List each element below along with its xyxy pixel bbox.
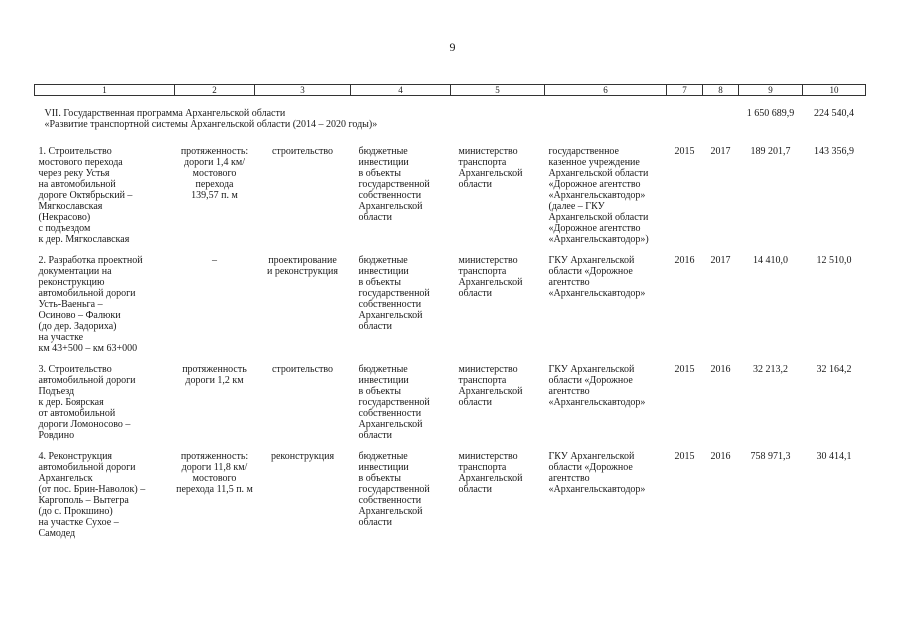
ministry: министерство транспорта Архангельской области (458, 255, 523, 299)
customer: государственное казенное учреждение Архангельской области «Дорожное агентство «Архангельскавтодор» (далее – ГКУ Архангельской области «Дорожное агентство «Архангельскавтодор») (548, 146, 649, 245)
section-row (35, 96, 866, 137)
start-year: 2016 (674, 255, 695, 266)
object-name: 4. Реконструкция автомобильной дороги Архангельск (от пос. Брин-Наволок) – Каргополь – Вытегра (до с. Прокшино) на участке Сухое – Самодед (38, 451, 146, 539)
end-year: 2017 (710, 146, 731, 157)
investment-form: бюджетные инвестиции в объекты государственной собственности Архангельской области (358, 451, 430, 528)
header-cell: 3 (255, 85, 351, 96)
header-cell: 10 (803, 85, 866, 96)
start-year: 2015 (674, 451, 695, 462)
object-name: 2. Разработка проектной документации на реконструкцию автомобильной дороги Усть-Ваеньга – Осиново – Фалюки (до дер. Задориха) на участке км 43+500 – км 63+000 (38, 255, 143, 354)
capacity: протяженность: дороги 11,8 км/ мостового перехода 11,5 п. м (176, 451, 253, 495)
header-cell: 4 (351, 85, 451, 96)
table-row (35, 441, 866, 539)
section-total-col10: 224 540,4 (814, 108, 854, 119)
work-type: проектирование и реконструкция (267, 255, 338, 277)
estimated-cost: 14 410,0 (753, 255, 788, 266)
object-name: 1. Строительство мостового перехода через реку Устья на автомобильной дороге Октябрьский – Мягкославская (Некрасово) с подъездом к дер. Мягкославская (38, 146, 133, 245)
header-cell: 8 (703, 85, 739, 96)
estimated-cost: 189 201,7 (750, 146, 791, 157)
header-cell: 2 (175, 85, 255, 96)
work-type: строительство (271, 146, 334, 157)
table-row (35, 245, 866, 354)
end-year: 2016 (710, 451, 731, 462)
start-year: 2015 (674, 364, 695, 375)
end-year: 2017 (710, 255, 731, 266)
program-table (34, 84, 866, 539)
header-cell: 1 (35, 85, 175, 96)
header-cell: 7 (667, 85, 703, 96)
header-cell: 6 (545, 85, 667, 96)
capacity: протяженность дороги 1,2 км (182, 364, 247, 386)
estimated-cost: 758 971,3 (750, 451, 791, 462)
investment-form: бюджетные инвестиции в объекты государственной собственности Архангельской области (358, 146, 430, 223)
header-cell: 9 (739, 85, 803, 96)
table-row (35, 136, 866, 245)
work-type: строительство (271, 364, 334, 375)
header-cell: 5 (451, 85, 545, 96)
capacity: протяженность: дороги 1,4 км/ мостового перехода 139,57 п. м (180, 146, 249, 201)
end-year: 2016 (710, 364, 731, 375)
start-year: 2015 (674, 146, 695, 157)
investment-volume: 32 164,2 (816, 364, 852, 375)
section-title: VII. Государственная программа Архангельской области «Развитие транспортной системы Архангельской области (2014 – 2020 годы)» (44, 108, 378, 130)
capacity: – (212, 255, 217, 266)
investment-volume: 143 356,9 (814, 146, 854, 157)
ministry: министерство транспорта Архангельской области (458, 451, 523, 495)
page-number: 9 (449, 40, 456, 54)
section-total-col9: 1 650 689,9 (746, 108, 795, 119)
customer: ГКУ Архангельской области «Дорожное агентство «Архангельскавтодор» (548, 255, 646, 299)
ministry: министерство транспорта Архангельской области (458, 146, 523, 190)
estimated-cost: 32 213,2 (753, 364, 788, 375)
investment-volume: 30 414,1 (816, 451, 852, 462)
work-type: реконструкция (270, 451, 335, 462)
investment-form: бюджетные инвестиции в объекты государственной собственности Архангельской области (358, 364, 430, 441)
customer: ГКУ Архангельской области «Дорожное агентство «Архангельскавтодор» (548, 451, 646, 495)
investment-volume: 12 510,0 (816, 255, 852, 266)
investment-form: бюджетные инвестиции в объекты государственной собственности Архангельской области (358, 255, 430, 332)
customer: ГКУ Архангельской области «Дорожное агентство «Архангельскавтодор» (548, 364, 646, 408)
ministry: министерство транспорта Архангельской области (458, 364, 523, 408)
column-number-header (35, 85, 866, 96)
table-row (35, 354, 866, 441)
object-name: 3. Строительство автомобильной дороги Подъезд к дер. Боярская от автомобильной дороги Ломоносово – Ровдино (38, 364, 136, 441)
